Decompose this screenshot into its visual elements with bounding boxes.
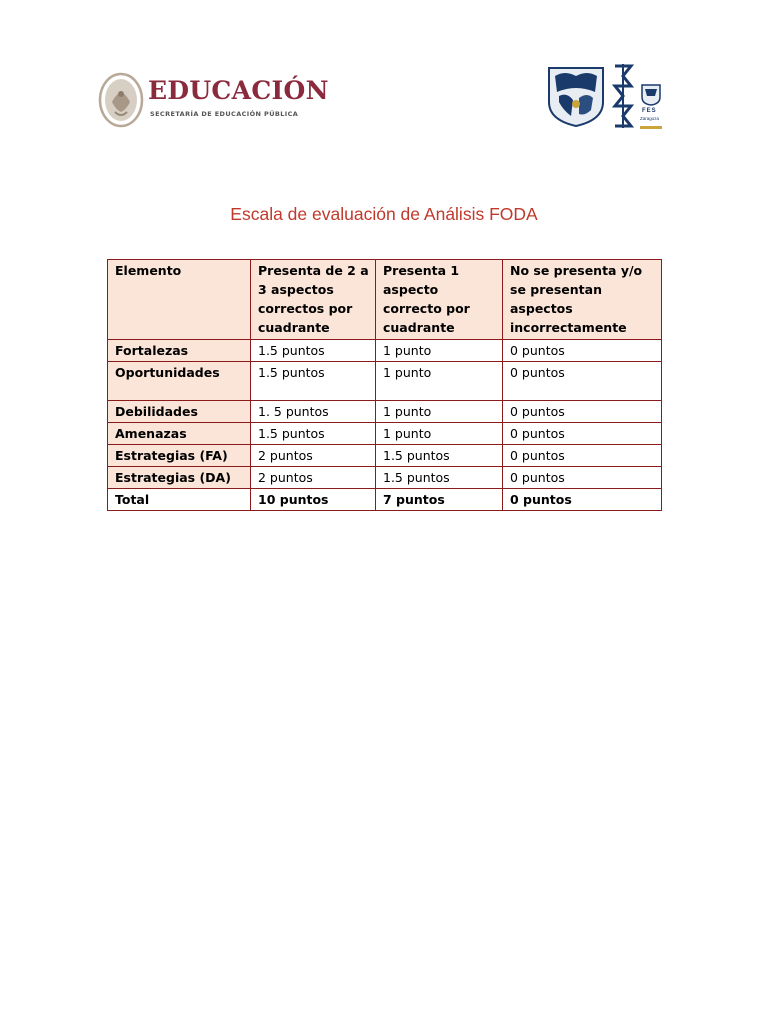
row-label: Total — [108, 489, 251, 511]
table-cell: 1 punto — [376, 362, 503, 401]
table-cell: 1 punto — [376, 340, 503, 362]
table-cell: 7 puntos — [376, 489, 503, 511]
table-cell: 1.5 puntos — [376, 467, 503, 489]
header-cell: Presenta 1 aspecto correcto por cuadrante — [376, 260, 503, 340]
row-label: Estrategias (DA) — [108, 467, 251, 489]
gold-divider — [640, 126, 662, 129]
table-cell: 1. 5 puntos — [251, 401, 376, 423]
table-header-row — [108, 260, 662, 340]
mexican-seal-icon — [98, 72, 144, 128]
table-cell: 0 puntos — [503, 445, 662, 467]
row-label: Debilidades — [108, 401, 251, 423]
header-cell: Presenta de 2 a 3 aspectos correctos por cuadrante — [251, 260, 376, 340]
row-label: Fortalezas — [108, 340, 251, 362]
unam-fes-logos — [545, 62, 665, 130]
table-cell: 2 puntos — [251, 467, 376, 489]
document-title: Escala de evaluación de Análisis FODA — [230, 204, 538, 224]
table-cell: 1.5 puntos — [251, 340, 376, 362]
table-cell: 2 puntos — [251, 445, 376, 467]
row-label: Estrategias (FA) — [108, 445, 251, 467]
table-row — [108, 423, 662, 445]
table-row — [108, 401, 662, 423]
table-total-row — [108, 489, 662, 511]
table-cell: 0 puntos — [503, 401, 662, 423]
table-cell: 1.5 puntos — [251, 362, 376, 401]
unam-shield-icon — [545, 62, 607, 128]
sep-logo — [98, 72, 329, 128]
table-row — [108, 362, 662, 401]
header-cell: No se presenta y/o se presentan aspectos incorrectamente — [503, 260, 662, 340]
table-cell: 0 puntos — [503, 423, 662, 445]
sep-title: EDUCACIÓN — [148, 76, 329, 105]
table-row — [108, 445, 662, 467]
table-cell: 0 puntos — [503, 362, 662, 401]
table-cell: 1 punto — [376, 401, 503, 423]
evaluation-table — [107, 259, 662, 511]
table-cell: 1.5 puntos — [251, 423, 376, 445]
sep-subtitle: SECRETARÍA DE EDUCACIÓN PÚBLICA — [150, 110, 299, 118]
fes-emblem-icon — [609, 62, 637, 128]
row-label: Amenazas — [108, 423, 251, 445]
table-cell: 0 puntos — [503, 489, 662, 511]
table-cell: 1.5 puntos — [376, 445, 503, 467]
table-cell: 0 puntos — [503, 340, 662, 362]
fes-label: FES — [642, 108, 657, 114]
fes-campus: Zaragoza — [640, 116, 660, 121]
table-cell: 0 puntos — [503, 467, 662, 489]
table-row — [108, 467, 662, 489]
table-cell: 10 puntos — [251, 489, 376, 511]
row-label: Oportunidades — [108, 362, 251, 401]
fes-small-shield-icon — [641, 84, 661, 106]
table-cell: 1 punto — [376, 423, 503, 445]
header-cell: Elemento — [108, 260, 251, 340]
table-row — [108, 340, 662, 362]
